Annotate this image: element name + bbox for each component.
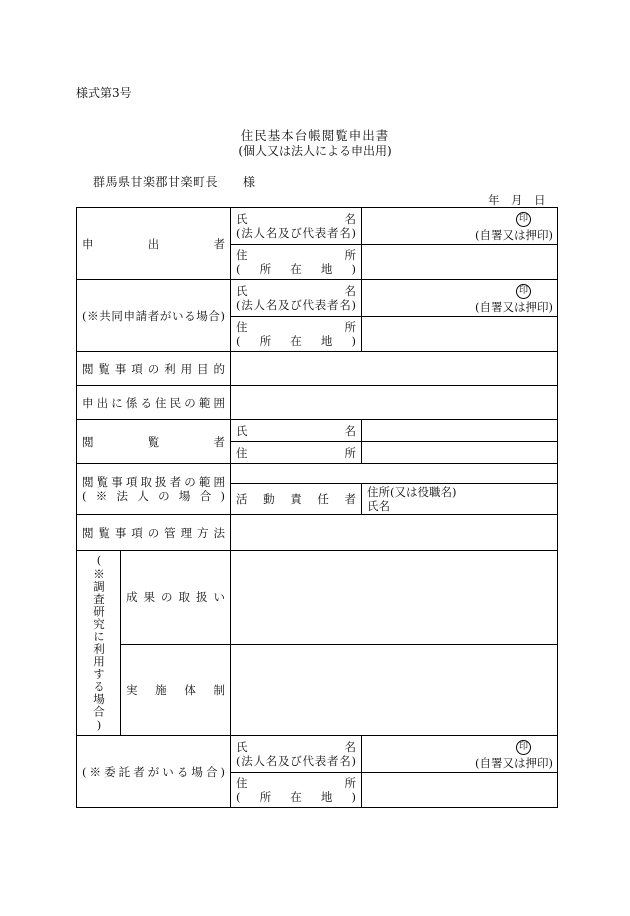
date-line[interactable]: 年 月 日 [488,193,546,207]
research-note-label: (※調査研究に利用する場合) [77,551,121,736]
viewer-name-label: 氏 名 [231,420,362,442]
application-form-table [76,207,558,808]
responsible-name-label: 氏名 [367,499,390,513]
seal-icon: 印 [516,212,531,227]
contractor-label: (※委託者がいる場合) [77,736,231,808]
viewer-label: 閲 覧 者 [77,420,231,464]
seal-note: (自署又は押印) [475,228,553,242]
name-label: 氏 名 [236,284,356,298]
contractor-address-field[interactable] [362,773,558,808]
viewer-address-label: 住 所 [231,442,362,464]
results-handling-label: 成果の取扱い [121,551,231,645]
contractor-name-label [231,736,362,773]
corp-name-label: (法人名及び代表者名) [236,298,356,312]
handler-scope-field[interactable] [231,464,558,484]
corp-name-label: (法人名及び代表者名) [236,754,356,768]
seal-icon: 印 [516,740,531,755]
co-applicant-name-field[interactable] [362,280,558,317]
document-title: 住民基本台帳閲覧申出書 [240,128,390,143]
location-label: ( 所 在 地 ) [236,262,356,276]
location-label: ( 所 在 地 ) [236,790,356,804]
handler-scope-note: (※法人の場合) [82,489,225,503]
implementation-field[interactable] [231,644,558,735]
applicant-address-field[interactable] [362,245,558,280]
purpose-field[interactable] [231,352,558,386]
seal-note: (自署又は押印) [475,300,553,314]
document-subtitle: (個人又は法人による申出用) [238,144,392,158]
address-label: 住 所 [236,776,356,790]
viewer-address-field[interactable] [362,442,558,464]
contractor-name-field[interactable] [362,736,558,773]
applicant-address-label [231,245,362,280]
co-applicant-label: (※共同申請者がいる場合) [77,280,231,352]
applicant-name-label [231,208,362,245]
name-label: 氏 名 [236,212,356,226]
responsible-person-label: 活動責任者 [231,484,362,515]
purpose-label: 閲覧事項の利用目的 [77,352,231,386]
address-label: 住 所 [236,320,356,334]
form-number: 様式第3号 [76,86,132,100]
responsible-address-label: 住所(又は役職名) [367,485,457,499]
co-applicant-address-label [231,317,362,352]
management-method-label: 閲覧事項の管理方法 [77,515,231,551]
location-label: ( 所 在 地 ) [236,334,356,348]
scope-residents-field[interactable] [231,386,558,420]
handler-scope-label [77,464,231,515]
seal-note: (自署又は押印) [475,756,553,770]
contractor-address-label [231,773,362,808]
applicant-label: 申 出 者 [77,208,231,280]
scope-residents-label: 申出に係る住民の範囲 [77,386,231,420]
viewer-name-field[interactable] [362,420,558,442]
corp-name-label: (法人名及び代表者名) [236,226,356,240]
applicant-name-field[interactable] [362,208,558,245]
co-applicant-address-field[interactable] [362,317,558,352]
addressee: 群馬県甘楽郡甘楽町長 様 [93,175,256,189]
seal-icon: 印 [516,284,531,299]
responsible-person-field[interactable] [362,484,558,515]
name-label: 氏 名 [236,740,356,754]
handler-scope-text: 閲覧事項取扱者の範囲 [82,475,225,489]
results-handling-field[interactable] [231,551,558,645]
implementation-label: 実 施 体 制 [121,644,231,735]
management-method-field[interactable] [231,515,558,551]
co-applicant-name-label [231,280,362,317]
address-label: 住 所 [236,248,356,262]
